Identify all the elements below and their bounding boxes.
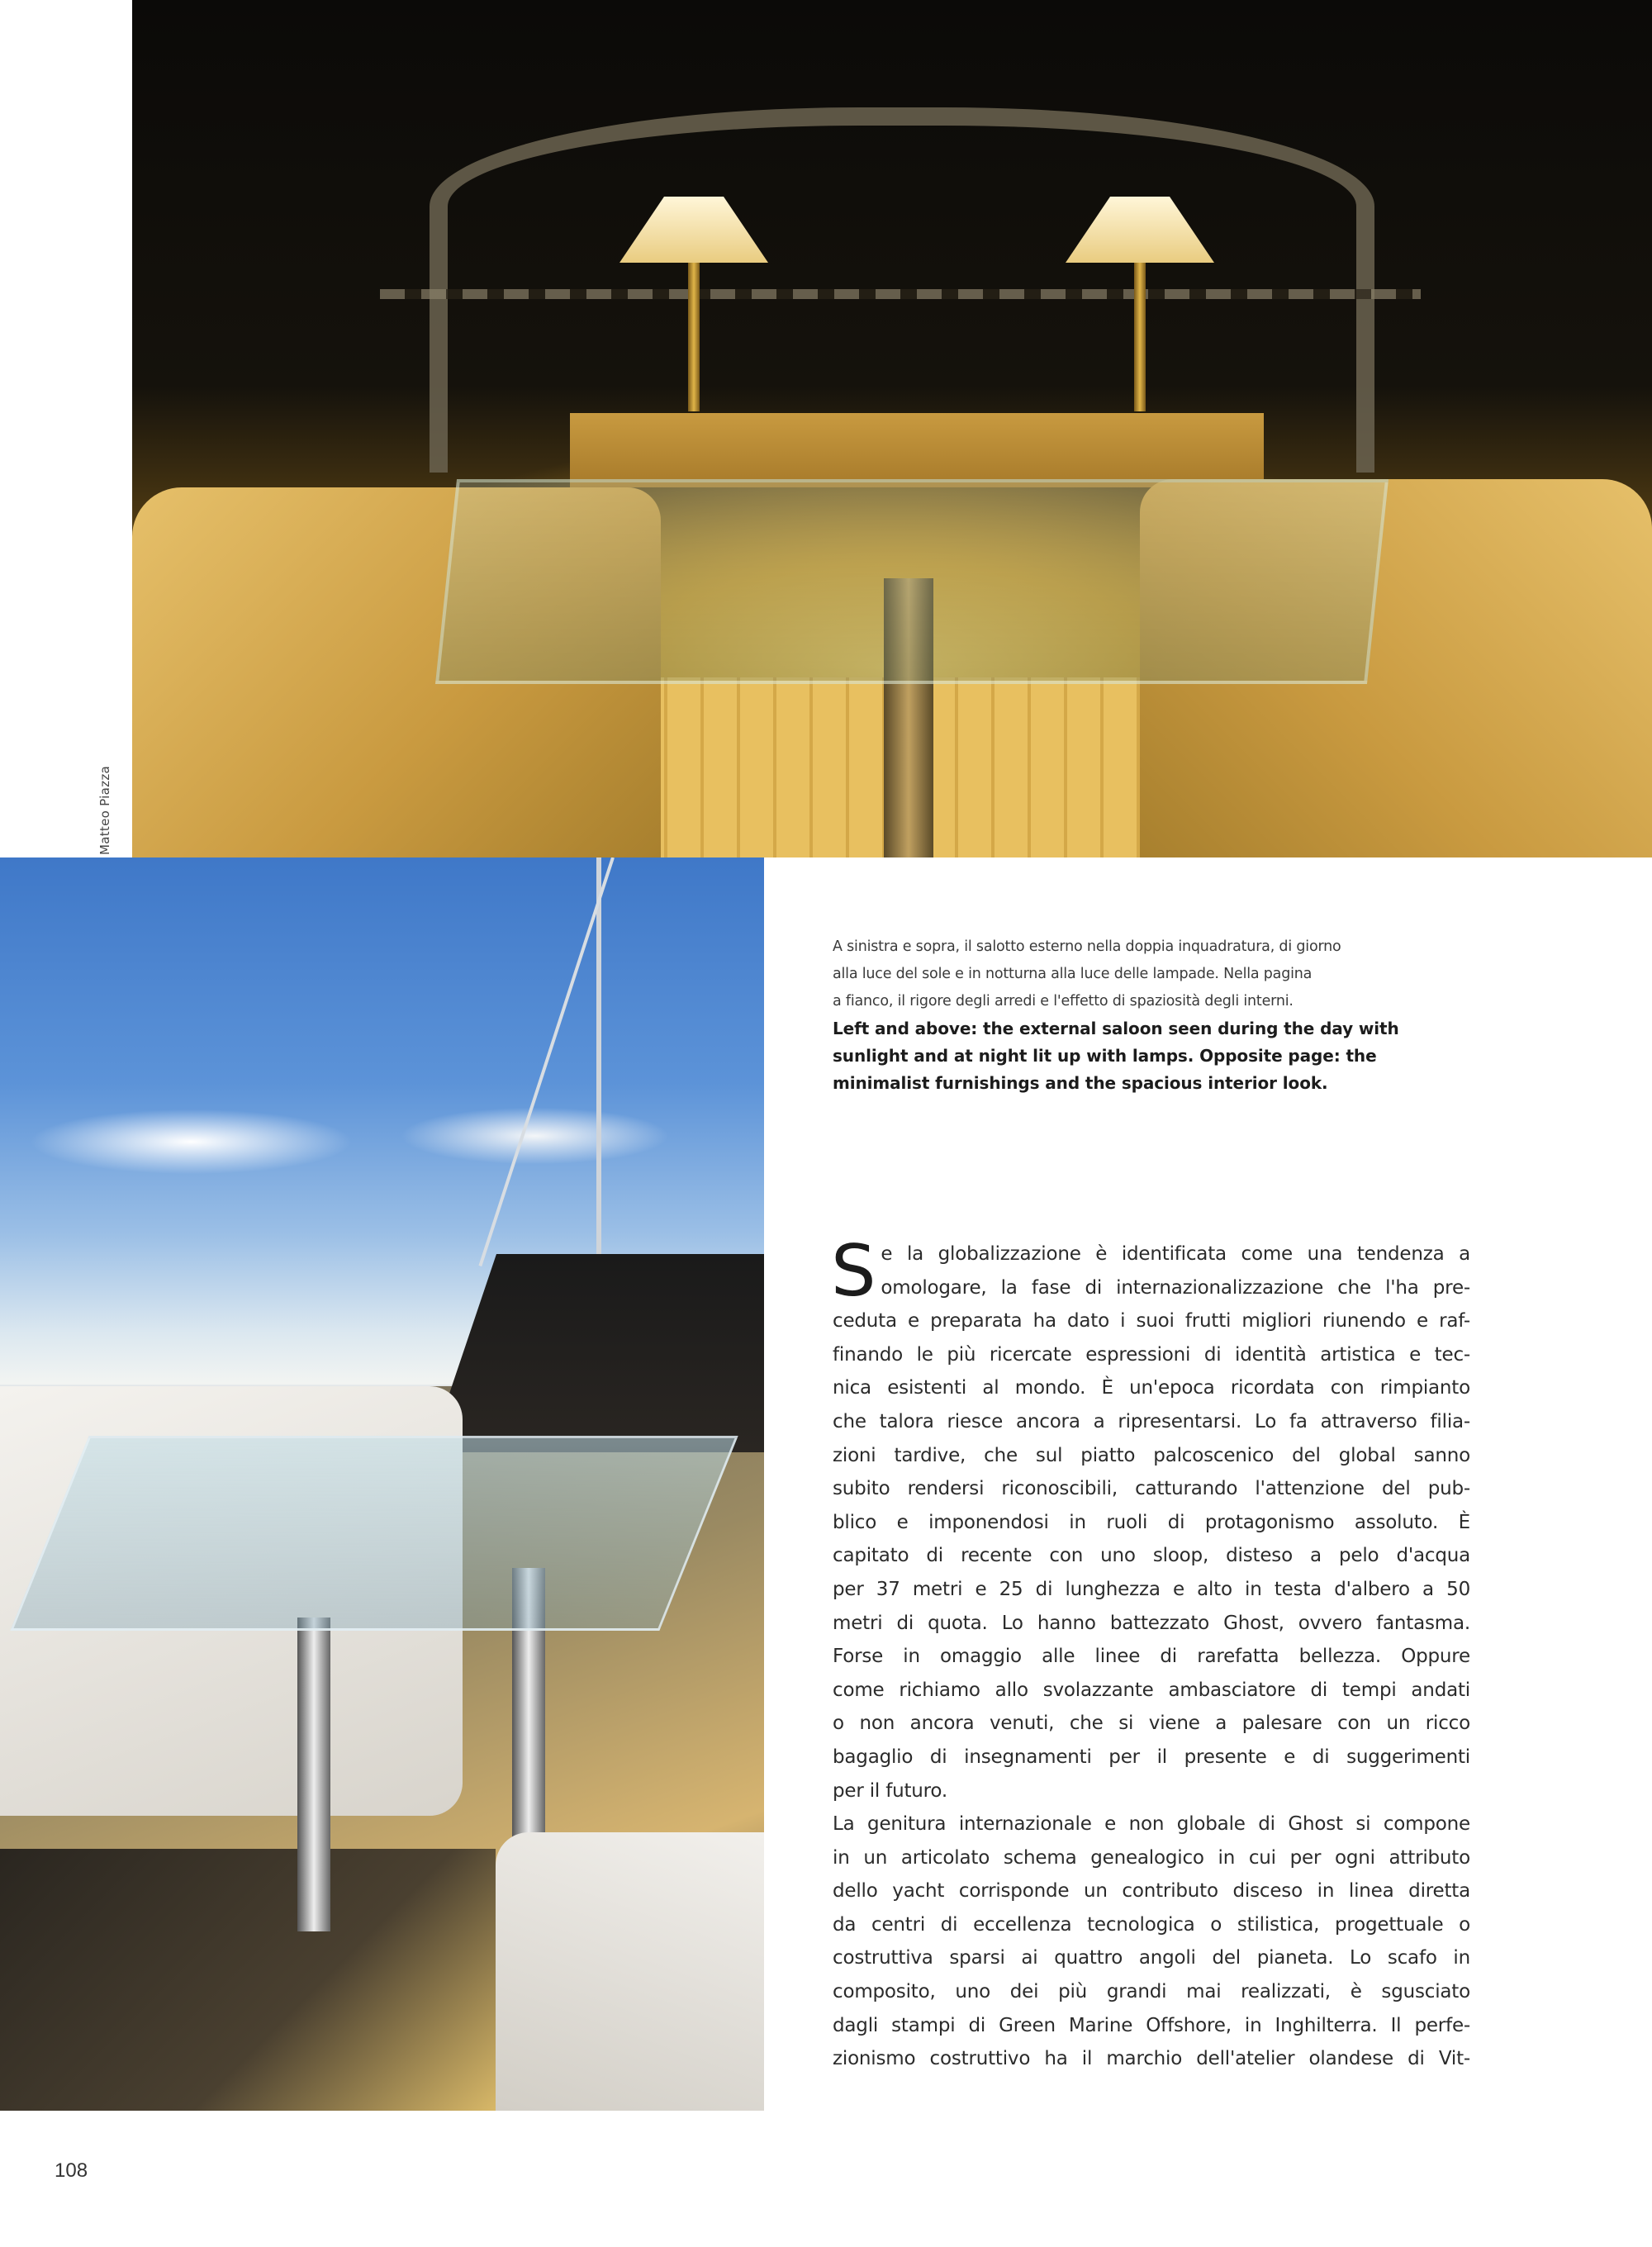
sideboard bbox=[570, 413, 1264, 487]
text-line: dagli stampi di Green Marine Offshore, in Inghilterra. Il perfe- bbox=[833, 2014, 1470, 2036]
lamp-stem-left bbox=[688, 263, 700, 411]
text-line: o non ancora venuti, che si viene a palesare con un ricco bbox=[833, 1713, 1470, 1735]
text-line: dello yacht corrisponde un contributo disceso in linea diretta bbox=[833, 1880, 1470, 1903]
paragraph-2 bbox=[833, 1808, 1470, 2076]
article-body bbox=[831, 1230, 1470, 2076]
text-line: finando le più ricercate espressioni di identità artistica e tec- bbox=[833, 1343, 1470, 1366]
text-line: che talora riesce ancora a ripresentarsi. Lo fa attraverso filia- bbox=[833, 1410, 1470, 1432]
caption-line: alla luce del sole e in notturna alla luce delle lampade. Nella pagina bbox=[833, 966, 1313, 982]
white-sofa-front bbox=[496, 1832, 764, 2111]
text-line: e la globalizzazione è identificata come una tendenza a bbox=[881, 1243, 1470, 1265]
paragraph-1-lines bbox=[833, 1304, 1470, 1808]
rigging-line bbox=[478, 857, 614, 1266]
photo-saloon-night bbox=[132, 0, 1652, 857]
text-line: zioni tardive, che sul piatto palcoscenico del global sanno bbox=[833, 1444, 1470, 1466]
text-line: Forse in omaggio alle linee di rarefatta bellezza. Oppure bbox=[833, 1646, 1470, 1668]
clouds bbox=[0, 1072, 764, 1188]
table-leg bbox=[297, 1618, 330, 1931]
text-line: zionismo costruttivo ha il marchio dell'atelier olandese di Vit- bbox=[833, 2048, 1470, 2070]
text-line: bagaglio di insegnamenti per il presente e di suggerimenti bbox=[833, 1746, 1470, 1768]
caption-italian bbox=[833, 933, 1485, 1015]
text-line: La genitura internazionale e non globale di Ghost si compone bbox=[833, 1813, 1470, 1836]
lamp-stem-right bbox=[1134, 263, 1146, 411]
text-line: nica esistenti al mondo. È un'epoca ricordata con rimpianto bbox=[833, 1377, 1470, 1399]
glass-table bbox=[10, 1436, 738, 1631]
cabin-top bbox=[430, 1254, 764, 1452]
text-line: per 37 metri e 25 di lunghezza e alto in testa d'albero a 50 bbox=[833, 1578, 1470, 1600]
text-line: blico e imponendosi in ruoli di protagonismo assoluto. È bbox=[833, 1511, 1470, 1533]
caption-line: A sinistra e sopra, il salotto esterno nella doppia inquadratura, di giorno bbox=[833, 938, 1341, 955]
photo-saloon-day bbox=[0, 857, 764, 2111]
window-band bbox=[380, 289, 1421, 299]
paragraph-1 bbox=[831, 1230, 1470, 1808]
caption-line: a fianco, il rigore degli arredi e l'effetto di spaziosità degli interni. bbox=[833, 993, 1294, 1009]
text-line: come richiamo allo svolazzante ambasciatore di tempi andati bbox=[833, 1679, 1470, 1701]
text-line: metri di quota. Lo hanno battezzato Ghost, ovvero fantasma. bbox=[833, 1612, 1470, 1634]
drop-cap: S bbox=[831, 1230, 876, 1313]
text-line: ceduta e preparata ha dato i suoi frutti migliori riunendo e raf- bbox=[833, 1310, 1470, 1333]
page-number: 108 bbox=[55, 2159, 88, 2182]
text-line: per il futuro. bbox=[833, 1779, 948, 1802]
text-line: costruttiva sparsi ai quattro angoli del pianeta. Lo scafo in bbox=[833, 1947, 1470, 1969]
photo-credit: Matteo Piazza bbox=[97, 766, 112, 855]
caption bbox=[833, 933, 1485, 1097]
glass-table bbox=[435, 479, 1389, 684]
text-line: subito rendersi riconoscibili, catturando l'attenzione del pub- bbox=[833, 1478, 1470, 1500]
caption-line: sunlight and at night lit up with lamps. Opposite page: the bbox=[833, 1046, 1377, 1066]
mast bbox=[596, 857, 601, 1262]
deck-shadow bbox=[0, 1849, 496, 2111]
caption-english bbox=[833, 1015, 1485, 1097]
text-line: omologare, la fase di internazionalizzazione che l'ha pre- bbox=[881, 1276, 1470, 1299]
text-line: da centri di eccellenza tecnologica o stilistica, progettuale o bbox=[833, 1913, 1470, 1936]
text-line: in un articolato schema genealogico in cui per ogni attributo bbox=[833, 1846, 1470, 1869]
text-line: composito, uno dei più grandi mai realizzati, è sgusciato bbox=[833, 1981, 1470, 2003]
caption-line: minimalist furnishings and the spacious interior look. bbox=[833, 1073, 1328, 1093]
text-line: capitato di recente con uno sloop, disteso a pelo d'acqua bbox=[833, 1545, 1470, 1567]
caption-line: Left and above: the external saloon seen during the day with bbox=[833, 1019, 1399, 1038]
